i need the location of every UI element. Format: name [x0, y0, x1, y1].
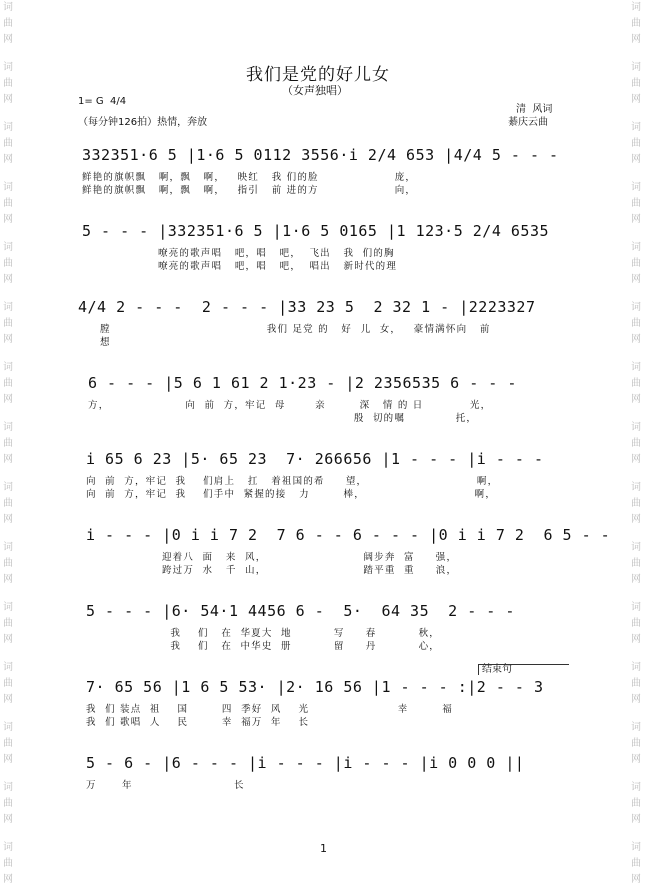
lyric-line-6-verse-1: 迎着八 面 来 风， 阔步奔 富 强，: [86, 552, 458, 563]
lyric-line-3-verse-2: 想: [100, 337, 111, 348]
lyric-line-5-verse-2: 向 前 方，牢记 我 们手中 紧握的接 力 棒， 啊，: [86, 489, 497, 500]
lyric-line-7-verse-1: 我 们 在 华夏大 地 写 春 秋，: [86, 628, 441, 639]
watermark-right-12: 词曲网: [631, 662, 641, 705]
notation-line-9: 5 - 6 - |6 - - - |i - - - |i - - - |i 0 0 0 ||: [86, 754, 525, 772]
lyric-line-8-verse-2: 我 们 歌唱 人 民 幸 福万 年 长: [86, 717, 310, 728]
lyricist-credit: 清 风词: [516, 104, 553, 115]
key-signature: 1= G 4/4: [78, 96, 127, 107]
notation-line-5: i 65 6 23 |5· 65 23 7· 266656 |1 - - - |i - - -: [86, 450, 544, 468]
lyric-line-2-verse-1: 嘹亮的歌声唱 吧，唱 吧， 飞出 我 们的胸: [158, 248, 395, 259]
watermark-right-5: 词曲网: [631, 242, 641, 285]
watermark-left-15: 词曲网: [3, 842, 13, 885]
song-title: 我们是党的好儿女: [246, 65, 390, 85]
lyric-line-2-verse-2: 嘹亮的歌声唱 吧，唱 吧， 唱出 新时代的理: [158, 261, 398, 272]
ending-bracket: [478, 664, 569, 675]
watermark-right-1: 词曲网: [631, 2, 641, 45]
notation-line-4: 6 - - - |5 6 1 61 2 1·23 - |2 2356535 6 - - -: [88, 374, 517, 392]
watermark-left-1: 词曲网: [3, 2, 13, 45]
watermark-left-10: 词曲网: [3, 542, 13, 585]
notation-line-6: i - - - |0 i i 7 2 7 6 - - 6 - - - |0 i i 7 2 6 5 - -: [86, 526, 611, 544]
watermark-right-3: 词曲网: [631, 122, 641, 165]
song-subtitle: （女声独唱）: [282, 84, 348, 97]
lyric-line-8-verse-1: 我 们 装点 祖 国 四 季好 风 光 幸 福: [86, 704, 453, 715]
page-number: 1: [320, 842, 327, 855]
notation-line-1: 332351·6 5 |1·6 5 0112 3556·i 2/4 653 |4/4 5 - - -: [82, 146, 559, 164]
watermark-right-10: 词曲网: [631, 542, 641, 585]
composer-credit: 綦庆云曲: [508, 117, 548, 128]
watermark-right-2: 词曲网: [631, 62, 641, 105]
watermark-left-5: 词曲网: [3, 242, 13, 285]
watermark-left-7: 词曲网: [3, 362, 13, 405]
watermark-right-13: 词曲网: [631, 722, 641, 765]
notation-line-8: 7· 65 56 |1 6 5 53· |2· 16 56 |1 - - - :|2 - - 3: [86, 678, 544, 696]
watermark-right-11: 词曲网: [631, 602, 641, 645]
lyric-line-5-verse-1: 向 前 方，牢记 我 们肩上 扛 着祖国的希 望， 啊，: [86, 476, 499, 487]
watermark-left-6: 词曲网: [3, 302, 13, 345]
watermark-left-3: 词曲网: [3, 122, 13, 165]
watermark-left-14: 词曲网: [3, 782, 13, 825]
notation-line-7: 5 - - - |6· 54·1 4456 6 - 5· 64 35 2 - - -: [86, 602, 515, 620]
watermark-left-8: 词曲网: [3, 422, 13, 465]
watermark-left-2: 词曲网: [3, 62, 13, 105]
lyric-line-6-verse-2: 跨过万 水 千 山， 踏平重 重 浪，: [86, 565, 458, 576]
watermark-right-7: 词曲网: [631, 362, 641, 405]
watermark-right-4: 词曲网: [631, 182, 641, 225]
watermark-left-9: 词曲网: [3, 482, 13, 525]
ending-label: 结束句: [482, 664, 512, 675]
lyric-line-7-verse-2: 我 们 在 中华史 册 留 丹 心，: [86, 641, 441, 652]
watermark-left-13: 词曲网: [3, 722, 13, 765]
watermark-right-9: 词曲网: [631, 482, 641, 525]
notation-line-2: 5 - - - |332351·6 5 |1·6 5 0165 |1 123·5 2/4 6535: [82, 222, 550, 240]
lyric-line-3-verse-1: 膛 我们 足党 的 好 儿 女， 豪情满怀向 前: [100, 324, 491, 335]
tempo-marking: （每分钟126拍）热情，奔放: [78, 117, 208, 128]
watermark-right-14: 词曲网: [631, 782, 641, 825]
lyric-line-9-verse-1: 万 年 长: [86, 780, 245, 791]
watermark-left-11: 词曲网: [3, 602, 13, 645]
watermark-right-6: 词曲网: [631, 302, 641, 345]
lyric-line-4-verse-1: 方， 向 前 方，牢记 母 亲 深 情 的 日 光，: [88, 400, 492, 411]
watermark-left-12: 词曲网: [3, 662, 13, 705]
watermark-right-8: 词曲网: [631, 422, 641, 465]
lyric-line-1-verse-2: 鲜艳的旗帜飘 啊，飘 啊， 指引 前 进的方 向，: [82, 185, 417, 196]
watermark-left-4: 词曲网: [3, 182, 13, 225]
notation-line-3: 4/4 2 - - - 2 - - - |33 23 5 2 32 1 - |2223327: [78, 298, 536, 316]
watermark-right-15: 词曲网: [631, 842, 641, 885]
lyric-line-1-verse-1: 鲜艳的旗帜飘 啊，飘 啊， 映红 我 们的脸 庞，: [82, 172, 417, 183]
lyric-line-4-verse-2: 殷 切的嘱 托，: [88, 413, 478, 424]
